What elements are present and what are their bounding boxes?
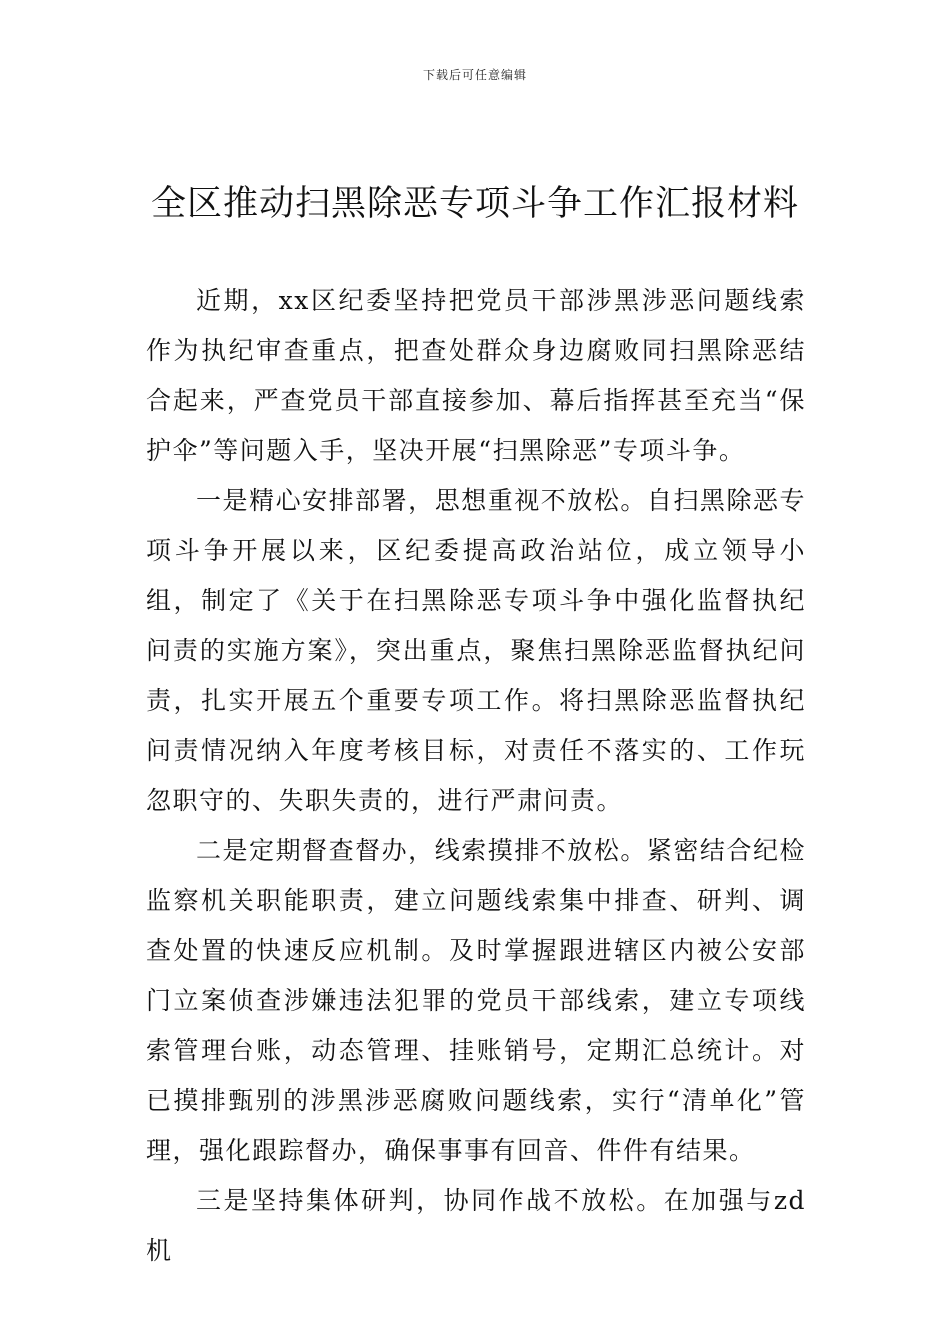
header-note: 下载后可任意编辑	[422, 68, 527, 82]
paragraph-intro: 近期，xx区纪委坚持把党员干部涉黑涉恶问题线索作为执纪审查重点，把查处群众身边腐败同扫黑除恶结合起来，严查党员干部直接参加、幕后指挥甚至充当“保护伞”等问题入手，坚决开展“扫黑除恶”专项斗争。	[146, 286, 806, 465]
document-title: 全区推动扫黑除恶专项斗争工作汇报材料	[150, 184, 799, 224]
paragraph-three: 三是坚持集体研判，协同作战不放松。在加强与zd机	[146, 1186, 806, 1265]
paragraph-one: 一是精心安排部署，思想重视不放松。自扫黑除恶专项斗争开展以来，区纪委提高政治站位，成立领导小组，制定了《关于在扫黑除恶专项斗争中强化监督执纪问责的实施方案》，突出重点，聚焦扫黑除恶监督执纪问责，扎实开展五个重要专项工作。将扫黑除恶监督执纪问责情况纳入年度考核目标，对责任不落实的、工作玩忽职守的、失职失责的，进行严肃问责。	[146, 486, 806, 815]
document-body	[146, 276, 806, 1276]
paragraph-two: 二是定期督查督办，线索摸排不放松。紧密结合纪检监察机关职能职责，建立问题线索集中排查、研判、调查处置的快速反应机制。及时掌握跟进辖区内被公安部门立案侦查涉嫌违法犯罪的党员干部线索，建立专项线索管理台账，动态管理、挂账销号，定期汇总统计。对已摸排甄别的涉黑涉恶腐败问题线索，实行“清单化”管理，强化跟踪督办，确保事事有回音、件件有结果。	[146, 836, 806, 1165]
